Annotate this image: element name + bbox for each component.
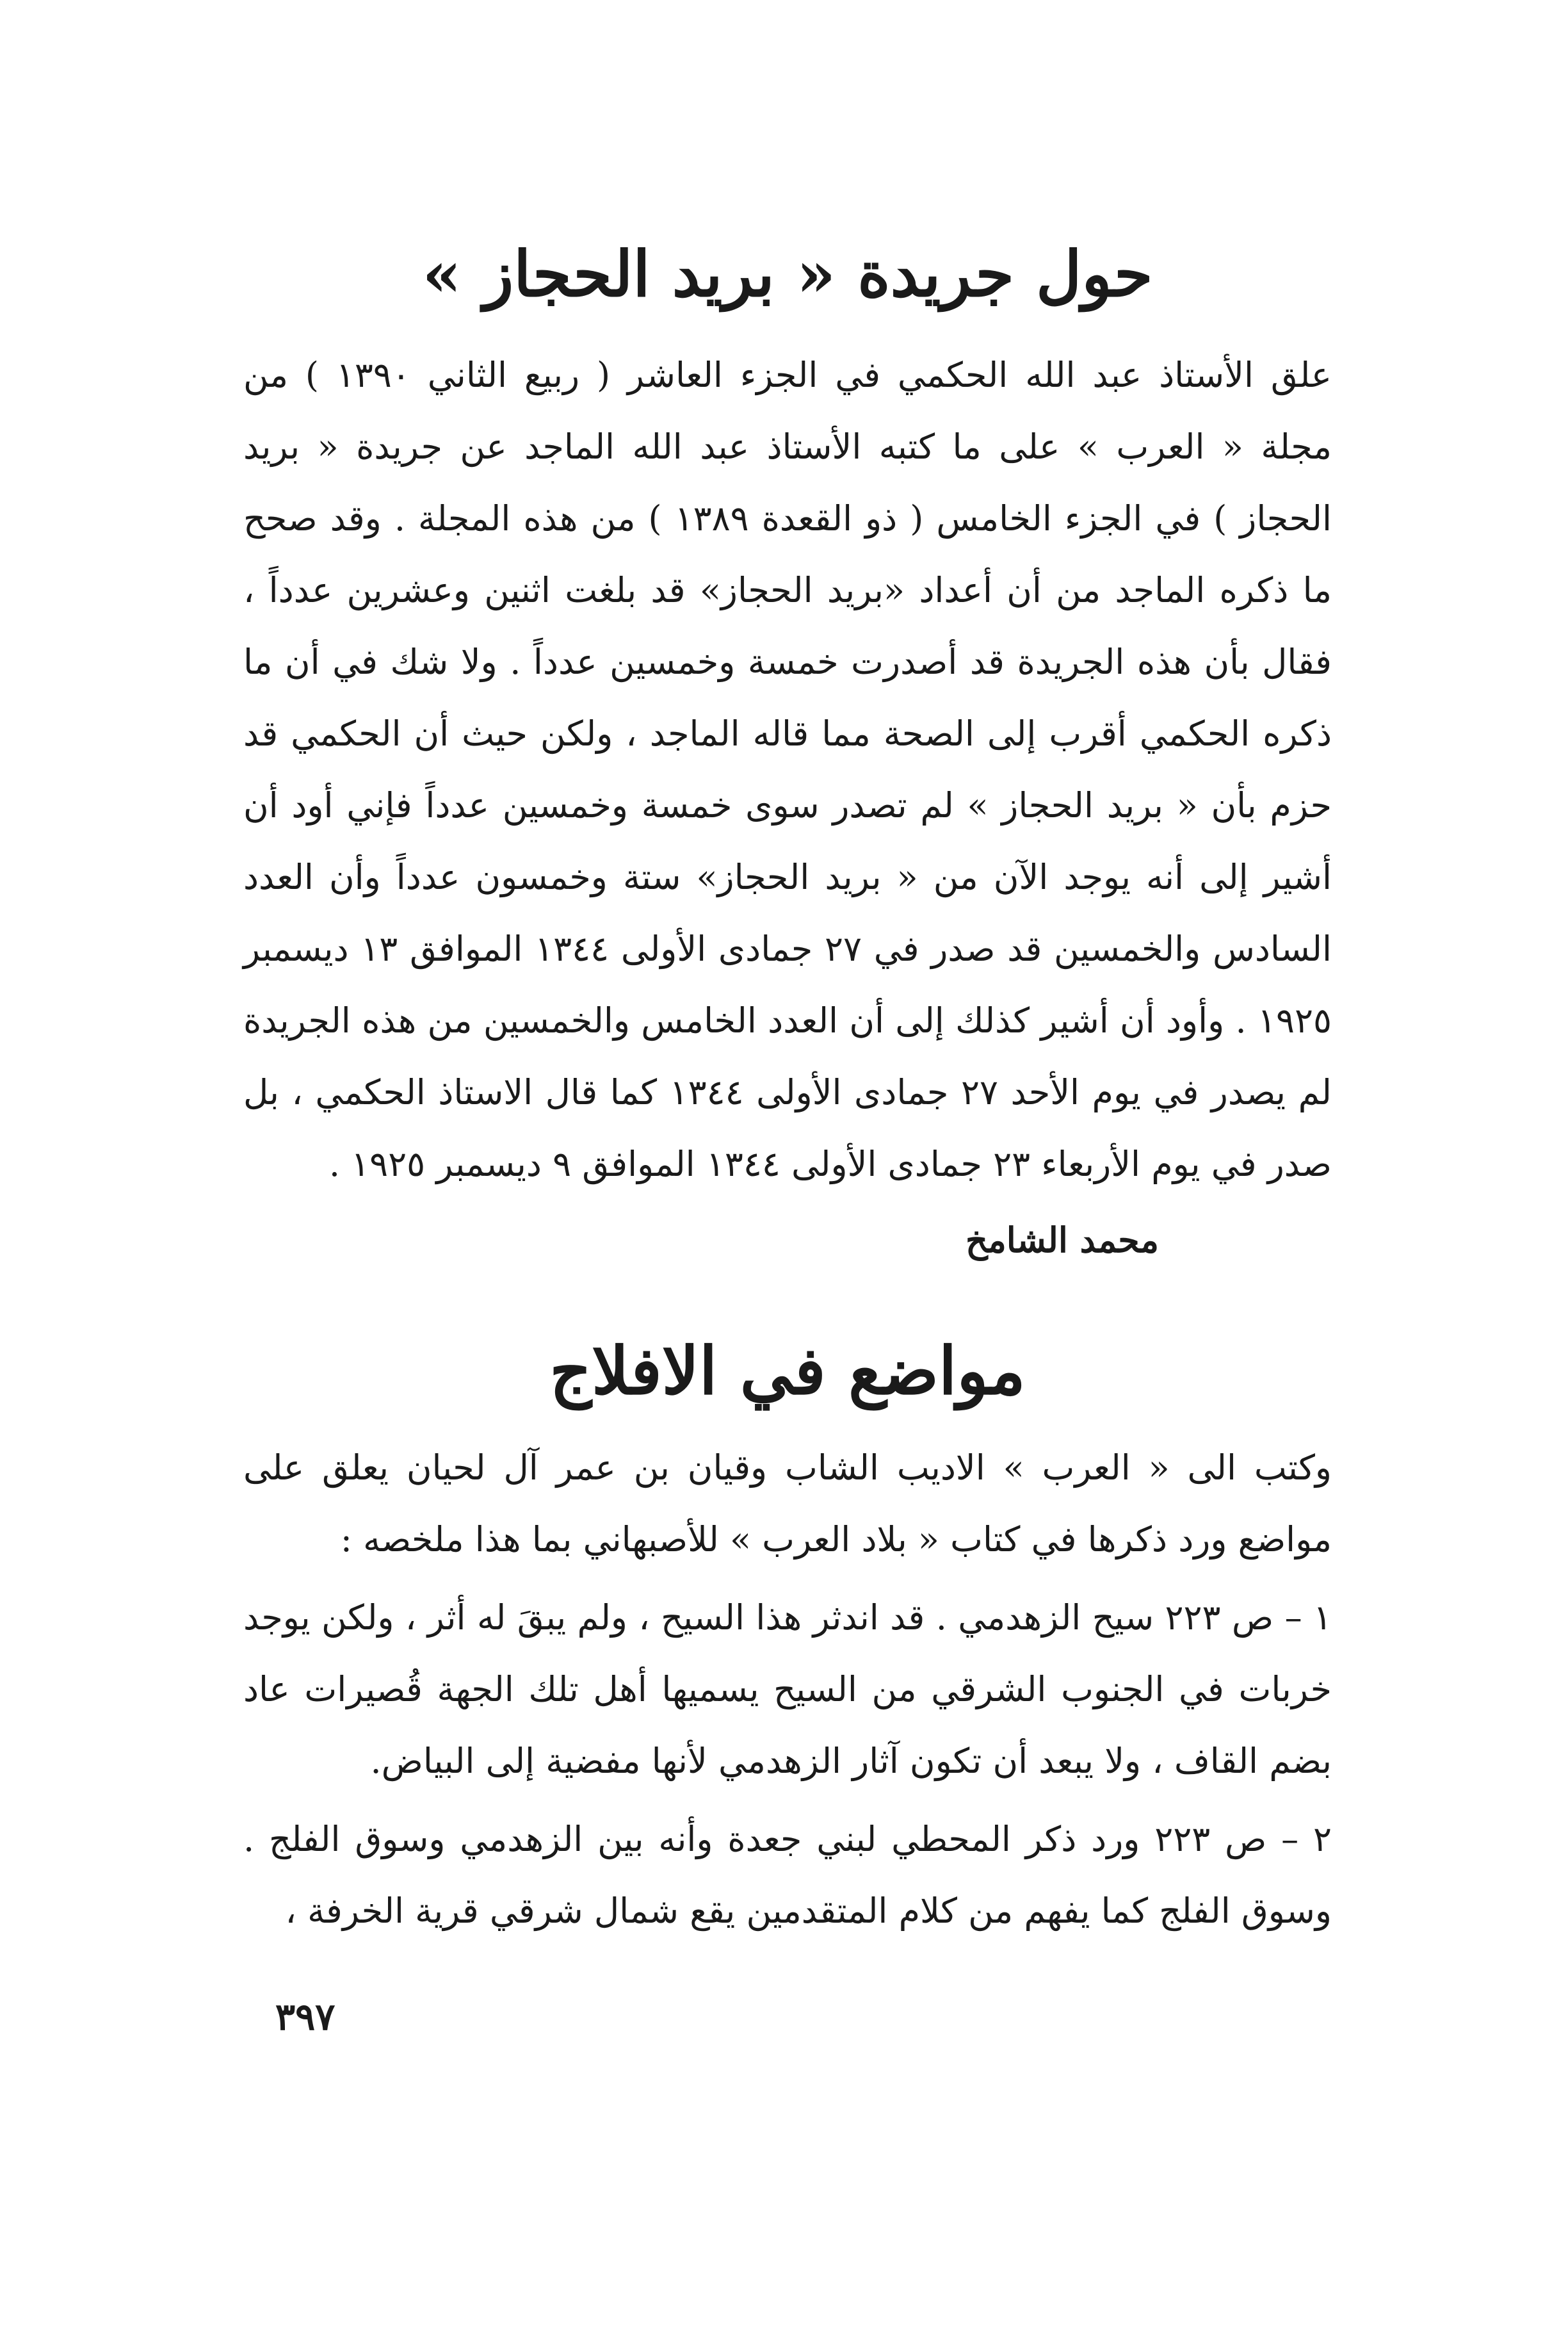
article-paragraph: ١ – ص ٢٢٣ سيح الزهدمي . قد اندثر هذا السيح ، ولم يبقَ له أثر ، ولكن يوجد خربات في الجنوب الشرقي من السيح يسميها أهل تلك الجهة قُصيرات عاد بضم القاف ، ولا يبعد أن تكون آثار الزهدمي لأنها مفضية إلى البياض.	[243, 1597, 1332, 1781]
article-paragraph: وكتب الى « العرب » الاديب الشاب وقيان بن عمر آل لحيان يعلق على مواضع ورد ذكرها في كتاب « بلاد العرب » للأصبهاني بما هذا ملخصه :	[243, 1447, 1332, 1560]
article-title-aflaj: مواضع في الافلاج	[549, 1333, 1026, 1410]
section-divider	[243, 1272, 1332, 1310]
author-signature: محمد الشامخ	[965, 1219, 1159, 1260]
article-paragraph: علق الأستاذ عبد الله الحكمي في الجزء العاشر ( ربيع الثاني ١٣٩٠ ) من مجلة « العرب » على ما كتبه الأستاذ عبد الله الماجد عن جريدة « بريد الحجاز ) في الجزء الخامس ( ذو القعدة ١٣٨٩ ) من هذه المجلة . وقد صحح ما ذكره الماجد من أن أعداد «بريد الحجاز» قد بلغت اثنين وعشرين عدداً ، فقال بأن هذه الجريدة قد أصدرت خمسة وخمسين عدداً . ولا شك في أن ما ذكره الحكمي أقرب إلى الصحة مما قاله الماجد ، ولكن حيث أن الحكمي قد حزم بأن « بريد الحجاز » لم تصدر سوى خمسة وخمسين عدداً فإني أود أن أشير إلى أنه يوجد الآن من « بريد الحجاز» ستة وخمسون عدداً وأن العدد السادس والخمسين قد صدر في ٢٧ جمادى الأولى ١٣٤٤ الموافق ١٣ ديسمبر ١٩٢٥ . وأود أن أشير كذلك إلى أن العدد الخامس والخمسين من هذه الجريدة لم يصدر في يوم الأحد ٢٧ جمادى الأولى ١٣٤٤ كما قال الاستاذ الحكمي ، بل صدر في يوم الأربعاء ٢٣ جمادى الأولى ١٣٤٤ الموافق ٩ ديسمبر ١٩٢٥ .	[243, 355, 1332, 1184]
page-body	[243, 237, 1332, 1947]
article-paragraph: ٢ – ص ٢٢٣ ورد ذكر المحطي لبني جعدة وأنه بين الزهدمي وسوق الفلج . وسوق الفلج كما يفهم من كلام المتقدمين يقع شمال شرقي قرية الخرفة ،	[243, 1819, 1332, 1931]
page-number: ٣٩٧	[275, 1995, 335, 2039]
article-title-bareed-alhijaz: حول جريدة « بريد الحجاز »	[422, 238, 1153, 311]
